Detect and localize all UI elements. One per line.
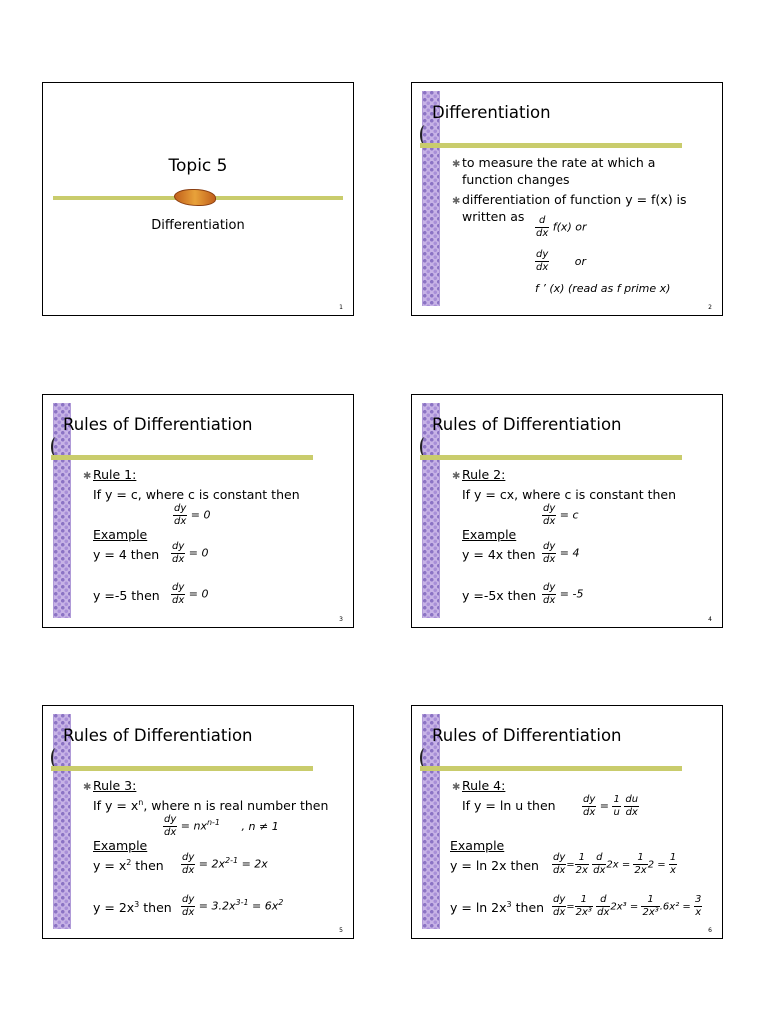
slide-number: 4: [708, 616, 712, 623]
example-1-result: $\frac{dy}{dx}$ = 0: [172, 541, 209, 565]
example-1-result: $\frac{dy}{dx}$ = $\frac{1}{2x}$ $\frac{d}{dx}$ 2x = $\frac{1}{2x}$ 2 = $\frac{1}{x}$: [553, 852, 677, 876]
rule-text: If $y = x^n$, where n is real number then: [93, 798, 329, 814]
decor-hook: [51, 437, 61, 457]
decor-bar: [51, 455, 313, 460]
example-1-result: $\frac{dy}{dx}$ = 4: [543, 541, 580, 565]
bullet-item: ✱ differentiation of function y = f(x) is: [452, 192, 687, 207]
slide-title: Rules of Differentiation: [432, 415, 622, 434]
slide-number: 3: [339, 616, 343, 623]
bullet-icon: ✱: [452, 196, 461, 207]
rule-heading: ✱ Rule 3:: [83, 778, 137, 793]
decor-bar: [420, 766, 682, 771]
slide-4: [411, 394, 723, 628]
slide-2: [411, 82, 723, 316]
decor-pillar: [53, 714, 71, 929]
example-2-result: $\frac{dy}{dx}$ = 0: [172, 582, 209, 606]
slide-title: Rules of Differentiation: [63, 726, 253, 745]
example-1: $y = x^2$ then: [93, 858, 164, 874]
slide-title: Differentiation: [432, 103, 551, 122]
decor-hook: [420, 125, 430, 145]
rule-text: If y = cx, where c is constant then: [462, 487, 677, 502]
rule-formula: $\frac{dy}{dx}$ = $\frac{1}{u}$ $\frac{du}{dx}$: [583, 794, 639, 818]
slide-title: Rules of Differentiation: [63, 415, 253, 434]
decor-pillar: [422, 714, 440, 929]
bullet-icon: ✱: [452, 159, 461, 170]
bullet-icon: ✱: [83, 782, 92, 793]
example-2-result: $\frac{dy}{dx}$ = $\frac{1}{\text{2x³}}$ $\frac{d}{dx}$ 2x³ = $\frac{1}{\text{2x³}}$ .6x² = $\frac{3}{x}$: [553, 894, 702, 918]
bullet-icon: ✱: [83, 471, 92, 482]
rule-heading: ✱ Rule 1:: [83, 467, 137, 482]
example-2-result: $\frac{dy}{dx}$ = $3.2x^{3-1} = 6x^2$: [182, 894, 284, 918]
example-1-result: $\frac{dy}{dx}$ = $2x^{2-1} = 2x$: [182, 852, 268, 876]
slide-number: 5: [339, 927, 343, 934]
decor-blob: [174, 189, 216, 206]
example-label: Example: [450, 838, 505, 853]
decor-bar: [51, 766, 313, 771]
example-2: y =-5x then: [462, 588, 537, 603]
example-1: y = 4x then: [462, 547, 536, 562]
decor-hook: [51, 748, 61, 768]
slide-number: 1: [339, 304, 343, 311]
slide-title: Topic 5: [168, 156, 228, 176]
bullet-icon: ✱: [452, 782, 461, 793]
slide-3: [42, 394, 354, 628]
slide-number: 2: [708, 304, 712, 311]
rule-text: If y = c, where c is constant then: [93, 487, 300, 502]
slide-title: Rules of Differentiation: [432, 726, 622, 745]
example-1: y = ln 2x then: [450, 858, 539, 873]
bullet-item: ✱ to measure the rate at which a: [452, 155, 656, 170]
rule-heading: ✱ Rule 2:: [452, 467, 506, 482]
rule-formula: $\frac{dy}{dx}$ = $nx^{n-1}$ , n ≠ 1: [164, 814, 279, 838]
rule-formula: $\frac{dy}{dx}$ = c: [543, 503, 579, 527]
notation-prime: f ’ (x) (read as f prime x): [535, 282, 671, 295]
notation-d-dx: $\frac{d}{dx}$ f(x) or: [536, 215, 587, 239]
example-1: y = 4 then: [93, 547, 160, 562]
slide-subtitle: Differentiation: [151, 218, 245, 233]
rule-formula: $\frac{dy}{dx}$ = 0: [174, 503, 211, 527]
decor-hook: [420, 437, 430, 457]
example-2-result: $\frac{dy}{dx}$ = -5: [543, 582, 584, 606]
rule-heading: ✱ Rule 4:: [452, 778, 506, 793]
example-label: Example: [93, 527, 148, 542]
example-2: y =-5 then: [93, 588, 160, 603]
example-label: Example: [462, 527, 517, 542]
slide-1: [42, 82, 354, 316]
bullet-icon: ✱: [452, 471, 461, 482]
example-2: $y = \ln 2x^3$ then: [450, 900, 545, 916]
notation-dy-dx: $\frac{dy}{dx}$ or: [536, 249, 587, 273]
decor-pillar: [422, 91, 440, 306]
decor-bar: [420, 455, 682, 460]
example-2: $y = 2x^3$ then: [93, 900, 172, 916]
decor-pillar: [422, 403, 440, 618]
bullet-text: written as: [462, 209, 525, 224]
decor-hook: [420, 748, 430, 768]
slide-number: 6: [708, 927, 712, 934]
decor-pillar: [53, 403, 71, 618]
bullet-text: function changes: [462, 172, 570, 187]
decor-bar: [420, 143, 682, 148]
slide-5: [42, 705, 354, 939]
slide-6: [411, 705, 723, 939]
rule-text: If y = ln u then: [462, 798, 556, 813]
example-label: Example: [93, 838, 148, 853]
